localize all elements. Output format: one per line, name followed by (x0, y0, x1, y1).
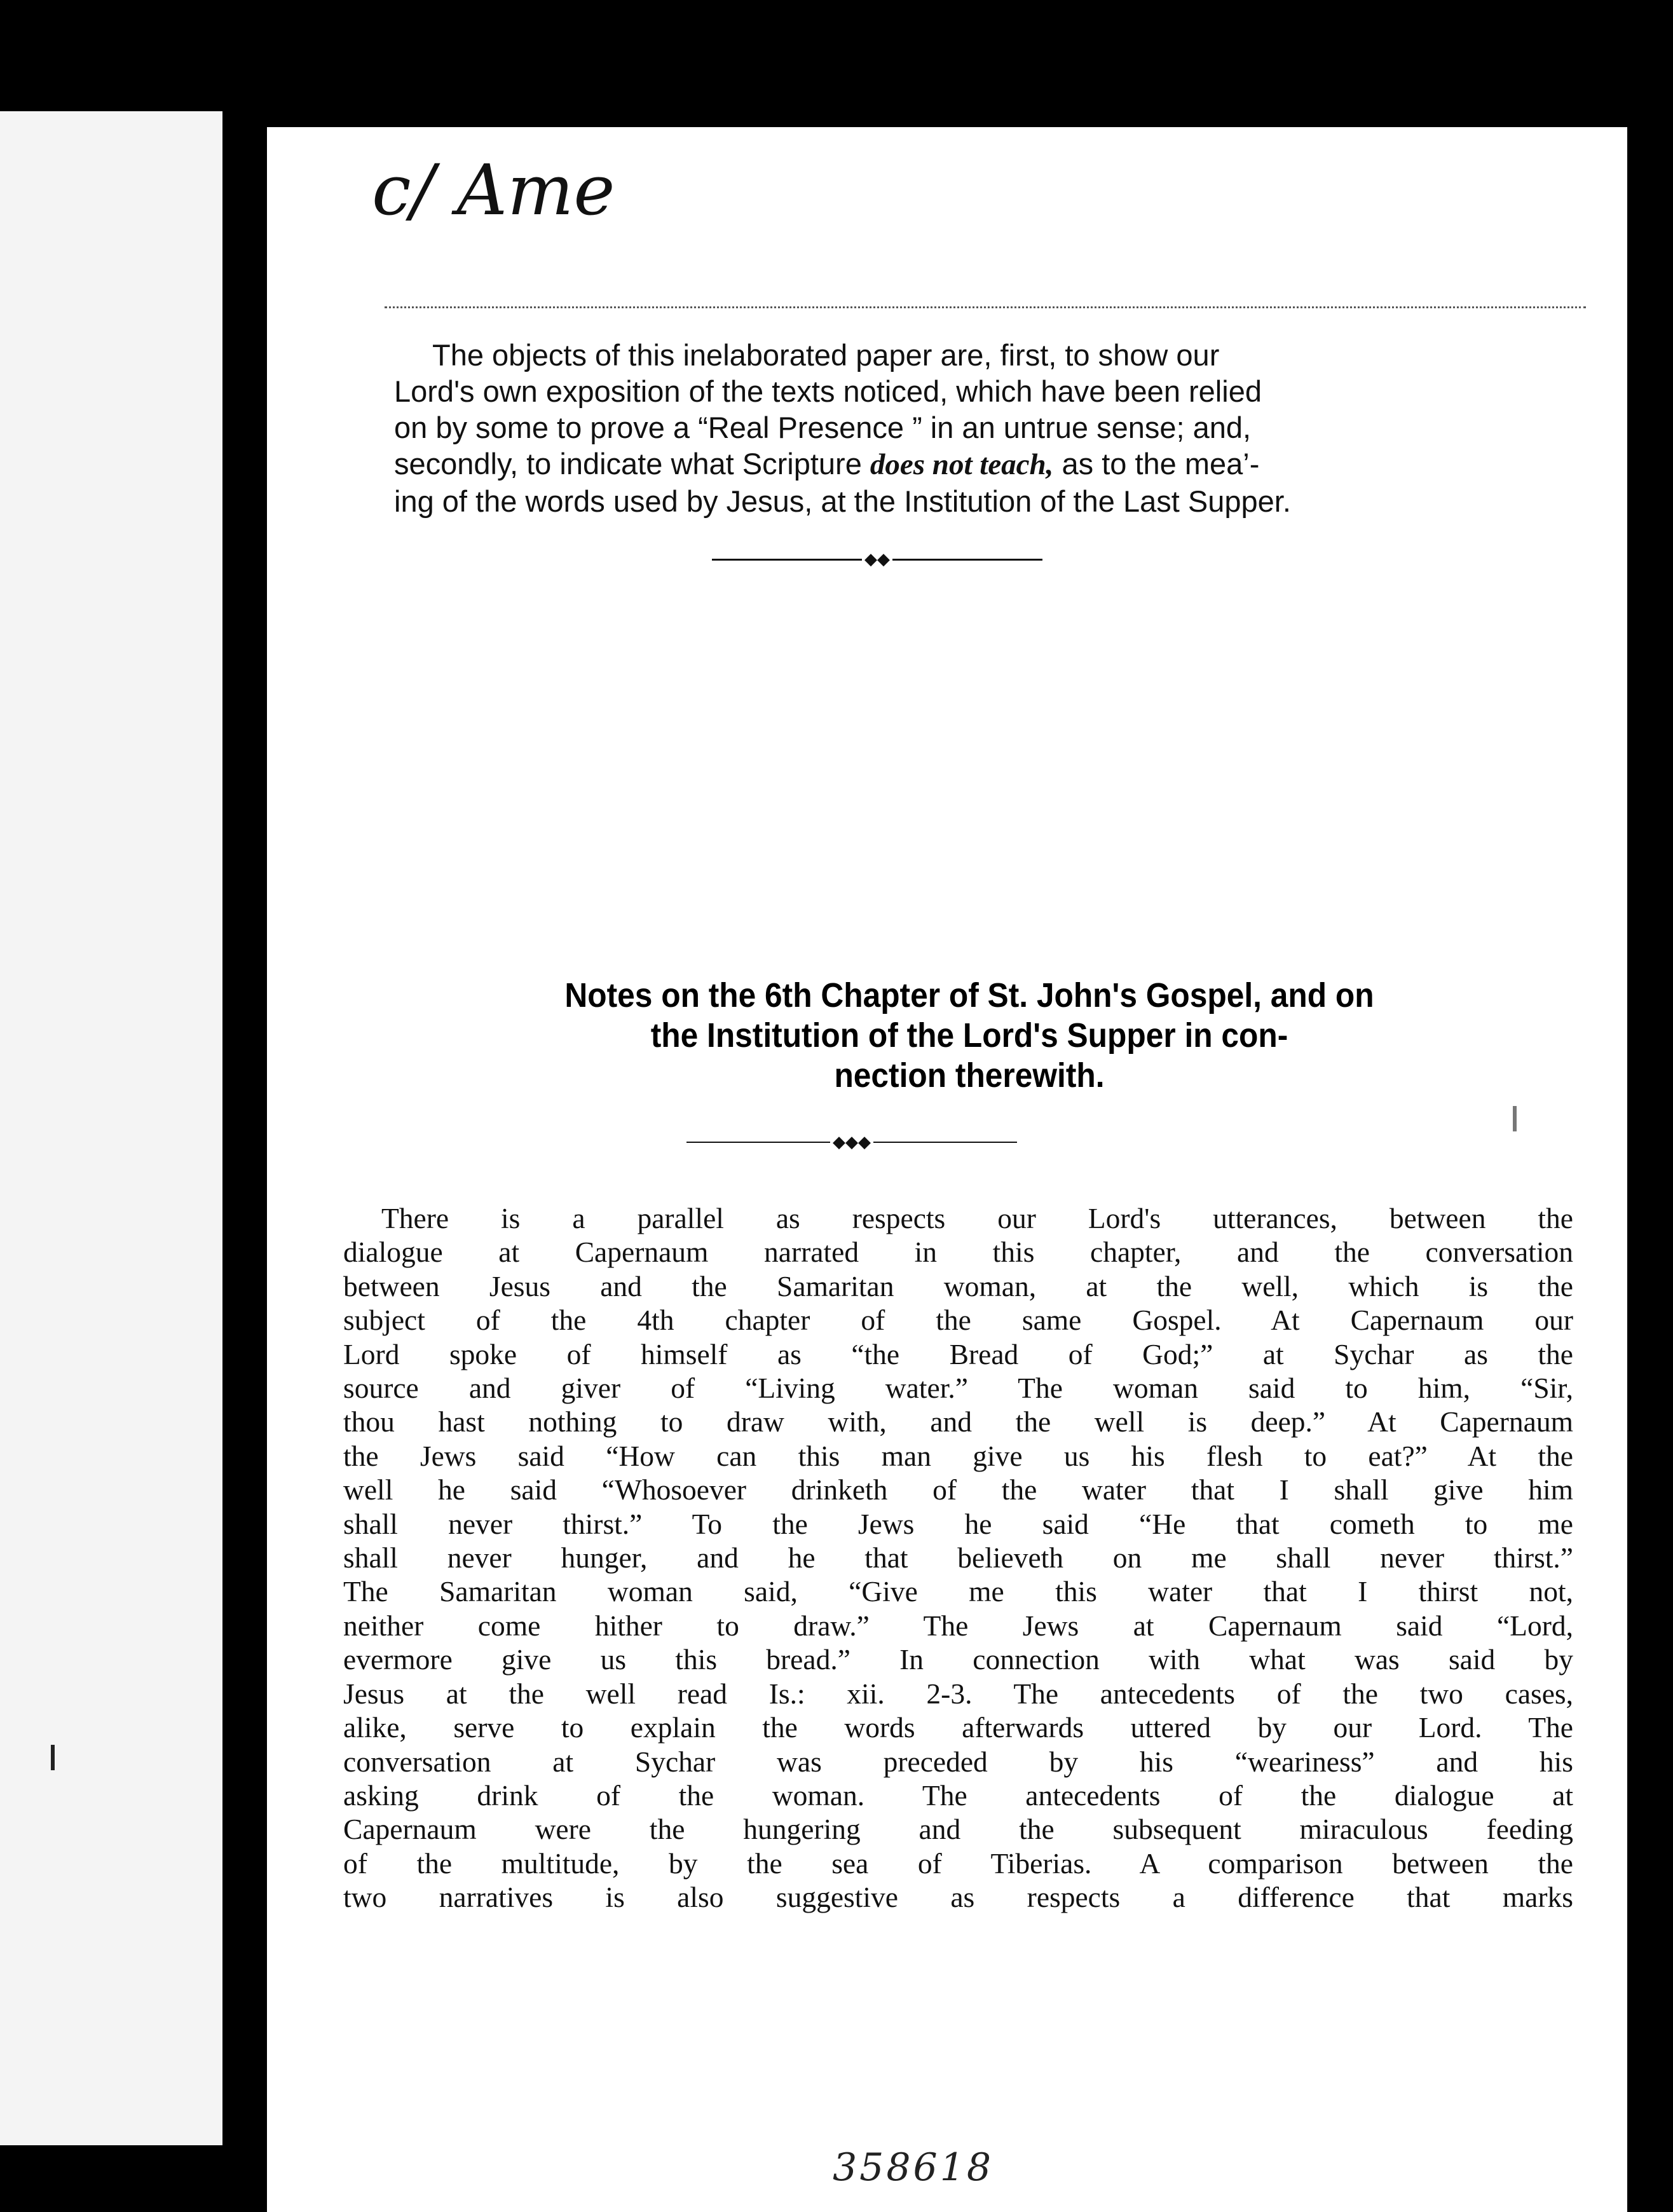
page-speck (51, 1745, 55, 1770)
section-heading (393, 976, 1545, 1096)
diamond-ornament-icon: ◆◆◆ (833, 1133, 871, 1151)
body-line: neither come hither to draw.” The Jews at Capernaum said “Lord, (343, 1609, 1573, 1642)
page-speck (1513, 1106, 1517, 1131)
ornament-bar (712, 559, 862, 561)
emphasis-text: does not teach, (870, 448, 1054, 481)
ornament-divider (712, 550, 1042, 569)
heading-line: nection therewith. (834, 1056, 1105, 1095)
handwritten-note: c/ Ame (372, 149, 615, 231)
book-gutter (222, 108, 267, 2212)
body-line: Lord spoke of himself as “the Bread of God;” at Sychar as the (343, 1337, 1573, 1370)
intro-line (394, 446, 1608, 483)
ornament-bar (892, 559, 1042, 561)
facing-page (0, 111, 222, 2145)
heading-line: the Institution of the Lord's Supper in con- (650, 1016, 1288, 1055)
body-line: shall never hunger, and he that believeth on me shall never thirst.” (343, 1541, 1573, 1574)
body-line: evermore give us this bread.” In connection with what was said by (343, 1643, 1573, 1676)
body-line: shall never thirst.” To the Jews he said “He that cometh to me (343, 1507, 1573, 1540)
intro-line: on by some to prove a “Real Presence ” in an untrue sense; and, (394, 411, 1252, 444)
body-line: thou hast nothing to draw with, and the well is deep.” At Capernaum (343, 1405, 1573, 1438)
intro-line: Lord's own exposition of the texts noticed, which have been relied (394, 374, 1262, 408)
body-line: Jesus at the well read Is.: xii. 2-3. The antecedents of the two cases, (343, 1677, 1573, 1710)
body-line: The Samaritan woman said, “Give me this water that I thirst not, (343, 1575, 1573, 1608)
diamond-ornament-icon: ◆◆ (864, 550, 890, 568)
body-paragraph (343, 1201, 1573, 1915)
body-line: alike, serve to explain the words afterwards uttered by our Lord. The (343, 1711, 1573, 1744)
intro-line-start: secondly, to indicate what Scripture (394, 447, 862, 481)
heading-line: Notes on the 6th Chapter of St. John's Gospel, and on (564, 976, 1374, 1014)
body-line: of the multitude, by the sea of Tiberias. A comparison between the (343, 1847, 1573, 1880)
body-line: conversation at Sychar was preceded by his “weariness” and his (343, 1745, 1573, 1778)
intro-line: The objects of this inelaborated paper are, first, to show our (432, 338, 1220, 372)
ornament-divider (686, 1133, 1017, 1152)
ornament-bar (686, 1142, 830, 1143)
dotted-rule (385, 306, 1586, 308)
catalog-number: 358618 (833, 2145, 994, 2190)
document-page (267, 127, 1627, 2212)
body-line: Capernaum were the hungering and the subsequent miraculous feeding (343, 1813, 1573, 1846)
body-line: source and giver of “Living water.” The woman said to him, “Sir, (343, 1372, 1573, 1405)
body-line: There is a parallel as respects our Lord's utterances, between the (381, 1202, 1573, 1234)
body-line: two narratives is also suggestive as respects a difference that marks (343, 1881, 1573, 1914)
ornament-bar (873, 1142, 1017, 1143)
body-line: the Jews said “How can this man give us his flesh to eat?” At the (343, 1439, 1573, 1472)
intro-line-end: as to the mea’‑ (1062, 447, 1260, 481)
intro-paragraph (394, 337, 1608, 519)
body-line: dialogue at Capernaum narrated in this chapter, and the conversation (343, 1236, 1573, 1269)
body-line: subject of the 4th chapter of the same Gospel. At Capernaum our (343, 1304, 1573, 1337)
body-line: between Jesus and the Samaritan woman, at the well, which is the (343, 1269, 1573, 1302)
intro-line: ing of the words used by Jesus, at the Institution of the Last Supper. (394, 484, 1291, 518)
body-line: well he said “Whosoever drinketh of the water that I shall give him (343, 1473, 1573, 1506)
body-line: asking drink of the woman. The antecedents of the dialogue at (343, 1778, 1573, 1812)
